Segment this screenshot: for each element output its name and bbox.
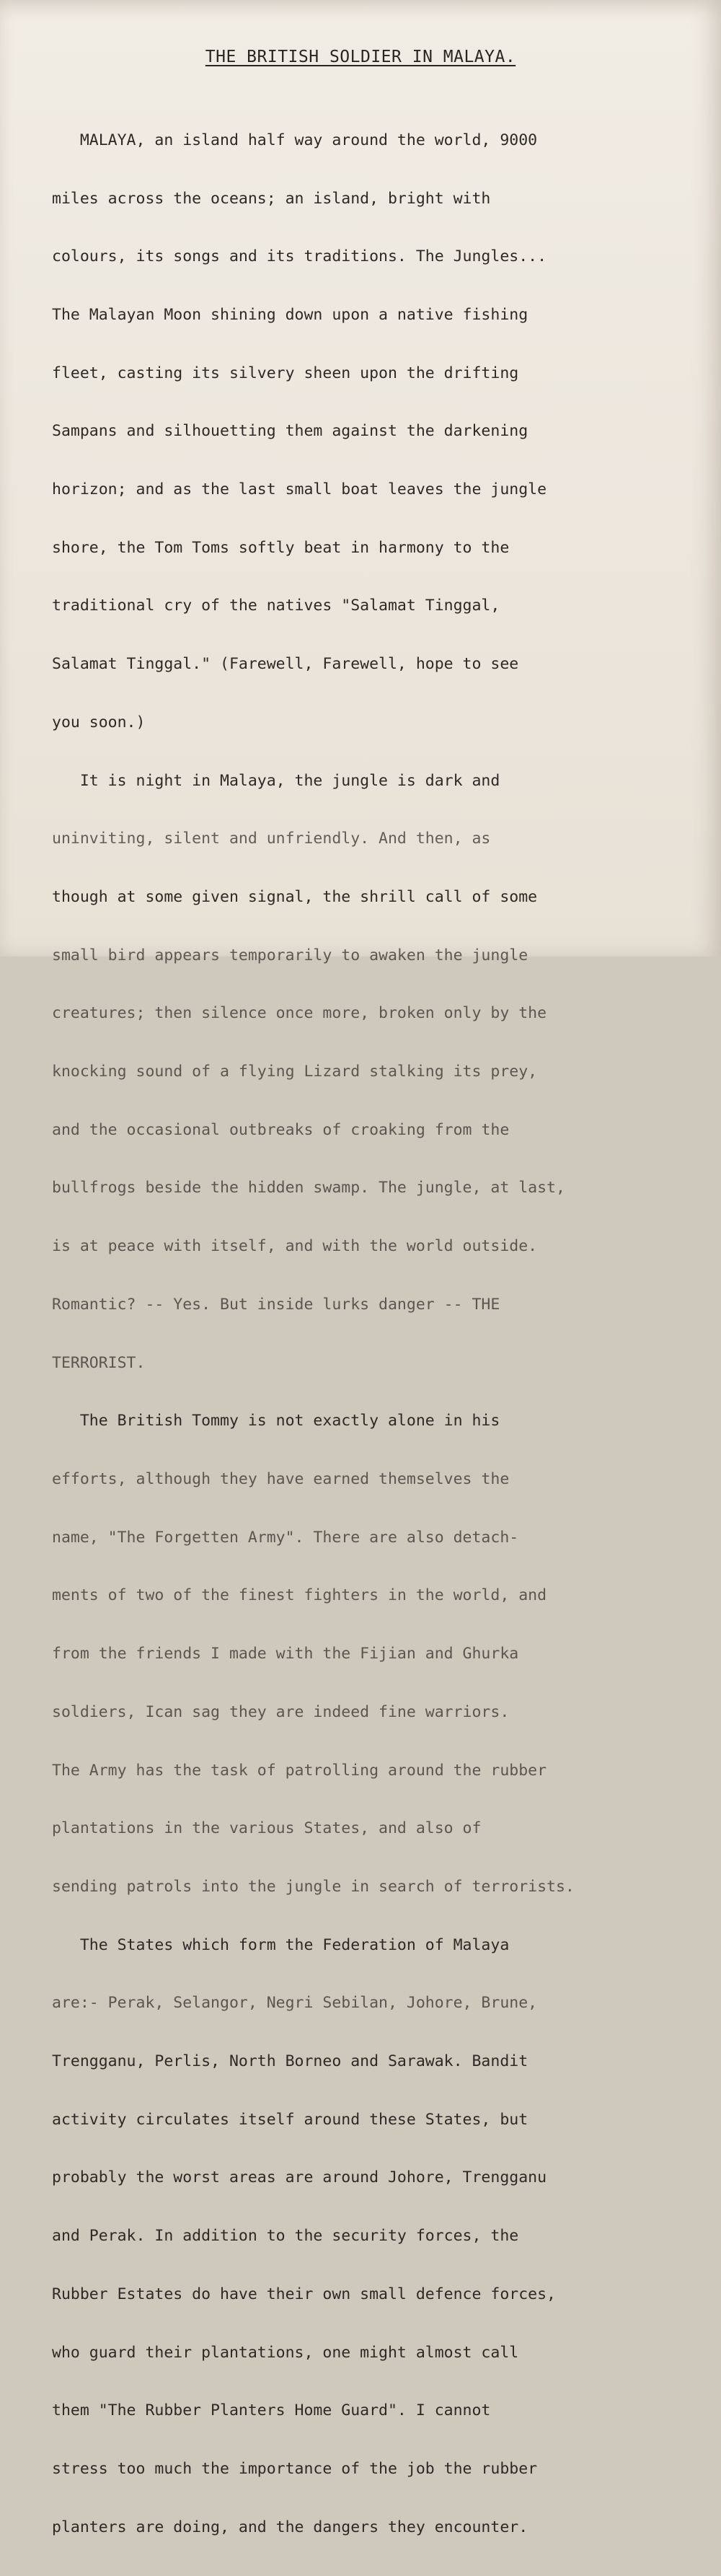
text-line: Sampans and silhouetting them against the darkening bbox=[52, 422, 528, 441]
text-line: MALAYA, an island half way around the world, 9000 bbox=[52, 131, 538, 149]
text-line: planters are doing, and the dangers they encounter. bbox=[52, 2518, 528, 2536]
text-line: them "The Rubber Planters Home Guard". I cannot bbox=[52, 2401, 491, 2420]
text-line: efforts, although they have earned themselves the bbox=[52, 1469, 510, 1488]
text-line: are:- Perak, Selangor, Negri Sebilan, Johore, Brune, bbox=[52, 1994, 538, 2013]
text-line: colours, its songs and its traditions. The Jungles... bbox=[52, 247, 547, 266]
text-line: The Malayan Moon shining down upon a native fishing bbox=[52, 305, 528, 324]
text-line: Salamat Tinggal." (Farewell, Farewell, hope to see bbox=[52, 655, 519, 674]
text-line: you soon.) bbox=[52, 713, 146, 731]
text-line: fleet, casting its silvery sheen upon the drifting bbox=[52, 364, 519, 382]
text-line: sending patrols into the jungle in search of terrorists. bbox=[52, 1877, 575, 1896]
text-line: and the occasional outbreaks of croaking from the bbox=[52, 1120, 510, 1139]
text-line: traditional cry of the natives "Salamat Tinggal, bbox=[52, 597, 500, 615]
text-line: from the friends I made with the Fijian and Ghurka bbox=[52, 1645, 519, 1663]
typed-body-text bbox=[52, 92, 715, 2576]
text-line: name, "The Forgetten Army". There are also detach- bbox=[52, 1528, 519, 1547]
page-title-text: THE BRITISH SOLDIER IN MALAYA. bbox=[205, 48, 516, 66]
text-line: knocking sound of a flying Lizard stalking its prey, bbox=[52, 1063, 538, 1081]
text-line: stress too much the importance of the job the rubber bbox=[52, 2459, 538, 2478]
text-line: shore, the Tom Toms softly beat in harmony to the bbox=[52, 538, 510, 557]
text-line: and Perak. In addition to the security forces, the bbox=[52, 2227, 519, 2246]
text-line: The British Tommy is not exactly alone in his bbox=[52, 1412, 500, 1430]
text-line: Rubber Estates do have their own small defence forces, bbox=[52, 2285, 556, 2303]
text-line: who guard their plantations, one might almost call bbox=[52, 2343, 519, 2362]
text-line: TERRORIST. bbox=[52, 1353, 146, 1372]
text-line: is at peace with itself, and with the world outside. bbox=[52, 1237, 538, 1256]
text-line: It is night in Malaya, the jungle is dark and bbox=[52, 771, 500, 790]
text-line: The States which form the Federation of Malaya bbox=[52, 1935, 510, 1954]
text-line: uninviting, silent and unfriendly. And then, as bbox=[52, 830, 491, 848]
text-line: The Army has the task of patrolling around the rubber bbox=[52, 1761, 547, 1780]
text-line: activity circulates itself around these States, but bbox=[52, 2110, 528, 2129]
text-line: creatures; then silence once more, broken only by the bbox=[52, 1004, 547, 1023]
text-line: Trengganu, Perlis, North Borneo and Sarawak. Bandit bbox=[52, 2052, 528, 2071]
text-line: small bird appears temporarily to awaken the jungle bbox=[52, 946, 528, 964]
text-line: Romantic? -- Yes. But inside lurks danger -- THE bbox=[52, 1295, 500, 1314]
text-line: though at some given signal, the shrill call of some bbox=[52, 887, 538, 906]
text-line: horizon; and as the last small boat leaves the jungle bbox=[52, 480, 547, 499]
text-line: miles across the oceans; an island, bright with bbox=[52, 189, 491, 208]
text-line: soldiers, Ican sag they are indeed fine warriors. bbox=[52, 1702, 510, 1721]
page-title bbox=[0, 46, 721, 68]
text-line: probably the worst areas are around Johore, Trengganu bbox=[52, 2168, 547, 2187]
text-line: plantations in the various States, and also of bbox=[52, 1819, 482, 1838]
text-line: ments of two of the finest fighters in the world, and bbox=[52, 1586, 547, 1605]
text-line: bullfrogs beside the hidden swamp. The jungle, at last, bbox=[52, 1179, 565, 1197]
